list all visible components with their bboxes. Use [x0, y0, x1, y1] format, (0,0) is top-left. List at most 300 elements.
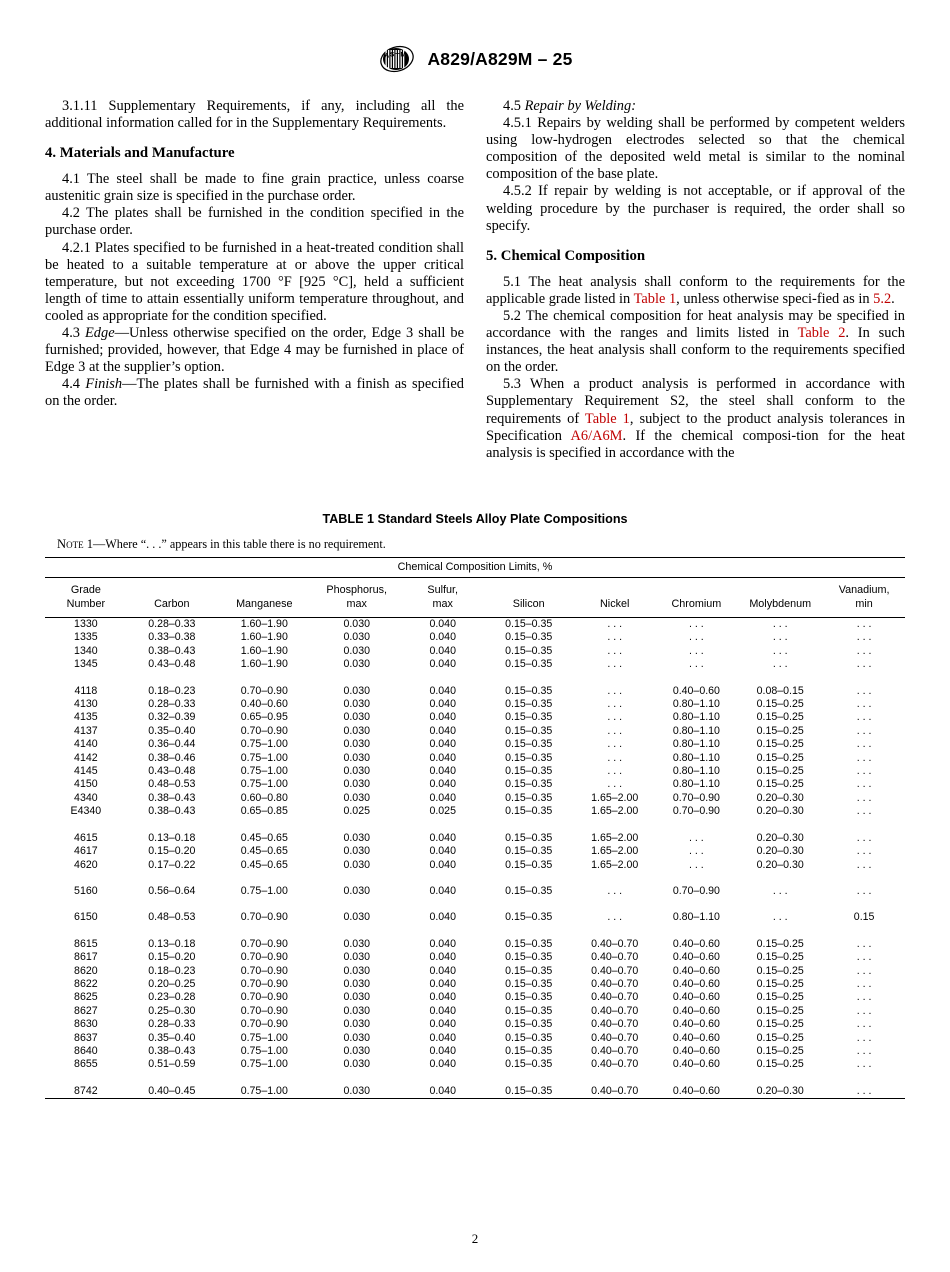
table-cell: . . . — [772, 618, 788, 630]
table-group-spacer — [45, 898, 905, 911]
table-cell: 0.15–0.25 — [756, 724, 804, 737]
table-cell: 0.15–0.35 — [505, 778, 553, 791]
table-cell-grade-number: 8615 — [74, 937, 98, 950]
table-cell: 0.040 — [429, 951, 456, 964]
table-cell: 0.33–0.38 — [148, 631, 196, 644]
table-cell: . . . — [772, 658, 788, 671]
table-cell: 0.70–0.90 — [240, 937, 288, 950]
table-cell: . . . — [856, 791, 872, 804]
table-cell: 0.75–1.00 — [240, 1058, 288, 1071]
table-cell: 0.15–0.35 — [505, 1084, 553, 1097]
table-cell: 0.80–1.10 — [672, 724, 720, 737]
paragraph-4-3-text: —Unless otherwise specified on the order, Edge 3 shall be furnished; provided, however, that Edge 4 may be furnished in place of Edge 3 at the supplier’s option. — [45, 325, 464, 376]
paragraph-4-4 — [45, 376, 464, 410]
table-row — [45, 978, 905, 991]
table-cell: 0.030 — [343, 951, 370, 964]
col-header-molybdenum: Molybdenum — [737, 578, 823, 618]
table-cell: 0.80–1.10 — [672, 911, 720, 924]
table-cell: 0.40–0.70 — [591, 964, 639, 977]
link-section-5-2-ref[interactable]: 5.2 — [873, 290, 892, 307]
table-cell: 0.040 — [429, 845, 456, 858]
table-cell: 0.70–0.90 — [672, 805, 720, 818]
table-cell: 0.030 — [343, 977, 370, 990]
table-cell: 0.030 — [343, 631, 370, 644]
col-header-grade-line2: Number — [66, 597, 106, 610]
table-cell: 0.15–0.35 — [505, 791, 553, 804]
table-cell: 0.40–0.70 — [591, 937, 639, 950]
table-cell: 0.15–0.35 — [505, 1044, 553, 1057]
table-cell: 0.80–1.10 — [672, 698, 720, 711]
table-cell: 1.65–2.00 — [591, 845, 639, 858]
svg-text:A: A — [384, 52, 390, 60]
table-cell: 0.15–0.35 — [505, 884, 553, 897]
table-cell: 0.80–1.10 — [672, 765, 720, 778]
table-cell: . . . — [772, 884, 788, 897]
table-1-span-header-row — [45, 557, 905, 577]
table-cell: 0.040 — [429, 1031, 456, 1044]
table-cell: . . . — [607, 738, 623, 751]
table-1-title: TABLE 1 Standard Steels Alloy Plate Compositions — [322, 511, 628, 526]
paragraph-4-3-number: 4.3 — [62, 325, 80, 342]
table-cell: 0.040 — [429, 724, 456, 737]
table-row — [45, 752, 905, 765]
table-cell: . . . — [856, 977, 872, 990]
table-row — [45, 991, 905, 1004]
table-cell: 0.15–0.25 — [756, 738, 804, 751]
body-columns — [0, 76, 950, 462]
table-cell: 0.70–0.90 — [240, 724, 288, 737]
table-cell: 0.030 — [343, 1004, 370, 1017]
table-cell: 0.80–1.10 — [672, 711, 720, 724]
table-row — [45, 885, 905, 898]
table-cell: 0.040 — [429, 911, 456, 924]
table-cell: 0.40–0.60 — [240, 698, 288, 711]
link-spec-a6-a6m-ref[interactable]: A6/A6M — [570, 427, 623, 444]
table-cell-grade-number: 8640 — [74, 1044, 98, 1057]
table-cell: 1.65–2.00 — [591, 805, 639, 818]
table-cell: 0.15–0.35 — [505, 845, 553, 858]
table-bottom-rule-cell — [45, 1099, 905, 1100]
table-cell: 0.15–0.35 — [505, 937, 553, 950]
table-cell: . . . — [856, 684, 872, 697]
table-cell: 0.040 — [429, 778, 456, 791]
table-cell-grade-number: 1335 — [74, 631, 98, 644]
table-cell-grade-number: 1345 — [74, 658, 98, 671]
table-cell: 0.030 — [343, 911, 370, 924]
table-cell: . . . — [772, 911, 788, 924]
table-1-note-text: —Where “. . .” appears in this table there is no requirement. — [93, 536, 386, 551]
paragraph-4-5-number: 4.5 — [503, 98, 521, 114]
table-cell: 0.38–0.43 — [148, 644, 196, 657]
table-cell: 0.38–0.46 — [148, 751, 196, 764]
table-cell: 0.030 — [343, 644, 370, 657]
table-cell: 0.17–0.22 — [148, 858, 196, 871]
table-cell: 0.40–0.45 — [148, 1084, 196, 1097]
table-cell-grade-number: 4340 — [74, 791, 98, 804]
table-row — [45, 1045, 905, 1058]
table-cell: 0.51–0.59 — [148, 1058, 196, 1071]
paragraph-5-3-text-part-1: 5.3 When a product analysis is performed in accordance with Supplementary Requirement S2, the steel shall conform to the requirements of — [486, 376, 905, 427]
table-row — [45, 1085, 905, 1099]
paragraph-5-1-text-part-2: , unless otherwise speci-fied as in — [676, 290, 874, 307]
table-cell: 0.75–1.00 — [240, 751, 288, 764]
table-cell: 0.15–0.25 — [756, 1018, 804, 1031]
table-cell: 0.08–0.15 — [756, 684, 804, 697]
table-group-spacer — [45, 672, 905, 685]
table-row — [45, 938, 905, 951]
table-cell: 0.040 — [429, 711, 456, 724]
table-cell: 0.030 — [343, 1018, 370, 1031]
table-1-note — [45, 537, 905, 552]
table-cell: 0.20–0.30 — [756, 858, 804, 871]
table-cell: 0.040 — [429, 1058, 456, 1071]
table-cell: 0.030 — [343, 845, 370, 858]
col-header-nickel: Nickel — [574, 578, 656, 618]
table-cell: 0.15–0.35 — [505, 644, 553, 657]
table-cell: 0.040 — [429, 658, 456, 671]
table-cell: 0.65–0.95 — [240, 711, 288, 724]
table-cell: 0.20–0.30 — [756, 845, 804, 858]
link-table-2-ref[interactable]: Table 2 — [797, 325, 846, 342]
table-cell: 0.20–0.30 — [756, 831, 804, 844]
col-header-manganese: Manganese — [217, 578, 312, 618]
document-header — [0, 0, 950, 76]
table-row — [45, 711, 905, 724]
col-header-vanadium: Vanadium, min — [823, 578, 905, 618]
table-cell-grade-number: 8630 — [74, 1018, 98, 1031]
table-cell: 0.23–0.28 — [148, 991, 196, 1004]
table-cell-grade-number: 8620 — [74, 964, 98, 977]
table-cell: 0.15–0.25 — [756, 765, 804, 778]
paragraph-4-2: 4.2 The plates shall be furnished in the condition specified in the purchase order. — [45, 205, 464, 239]
table-cell: . . . — [856, 698, 872, 711]
document-designation: A829/A829M – 25 — [427, 48, 573, 69]
table-cell-grade-number: 5160 — [74, 884, 98, 897]
table-cell: 0.15–0.35 — [505, 1031, 553, 1044]
table-group-spacer-cell — [45, 1072, 905, 1085]
table-cell: 0.20–0.30 — [756, 1084, 804, 1097]
table-cell: 0.15–0.25 — [756, 751, 804, 764]
table-cell: . . . — [689, 658, 704, 671]
table-cell: 0.65–0.85 — [240, 805, 288, 818]
table-cell: 0.75–1.00 — [240, 1044, 288, 1057]
table-cell: 0.15–0.35 — [505, 631, 553, 644]
table-group-spacer — [45, 872, 905, 885]
table-cell: 0.030 — [343, 937, 370, 950]
table-cell-grade-number: 4118 — [74, 684, 98, 697]
table-cell: . . . — [607, 618, 623, 630]
table-cell: 0.030 — [343, 1044, 370, 1057]
table-cell: 0.40–0.70 — [591, 1031, 639, 1044]
table-cell: 0.70–0.90 — [672, 884, 720, 897]
table-row — [45, 965, 905, 978]
table-cell: . . . — [856, 631, 872, 644]
table-cell: . . . — [856, 884, 872, 897]
table-cell-grade-number: 4150 — [74, 778, 98, 791]
table-cell: 0.80–1.10 — [672, 751, 720, 764]
table-cell: 0.38–0.43 — [148, 791, 196, 804]
table-cell: . . . — [607, 751, 623, 764]
table-cell: 0.040 — [429, 1044, 456, 1057]
table-cell: . . . — [689, 845, 704, 858]
table-cell: 0.030 — [343, 884, 370, 897]
col-header-chromium: Chromium — [656, 578, 738, 618]
table-cell: 0.13–0.18 — [148, 831, 196, 844]
table-row — [45, 951, 905, 964]
col-header-silicon: Silicon — [484, 578, 574, 618]
table-cell: 0.030 — [343, 618, 370, 630]
table-cell: 0.80–1.10 — [672, 738, 720, 751]
table-cell: 0.030 — [343, 831, 370, 844]
paragraph-4-4-number: 4.4 — [62, 376, 80, 393]
table-cell: 0.030 — [343, 1031, 370, 1044]
table-row — [45, 725, 905, 738]
table-group-spacer-cell — [45, 898, 905, 911]
link-table-1-ref-b[interactable]: Table 1 — [584, 410, 630, 427]
page-number: 2 — [471, 1231, 479, 1246]
paragraph-4-4-text: —The plates shall be furnished with a finish as specified on the order. — [45, 376, 464, 410]
table-cell: 0.75–1.00 — [240, 765, 288, 778]
table-cell: 0.40–0.60 — [672, 1044, 720, 1057]
table-cell: . . . — [856, 964, 872, 977]
table-cell: 0.36–0.44 — [148, 738, 196, 751]
table-group-spacer — [45, 1072, 905, 1085]
table-cell-grade-number: 4617 — [74, 845, 98, 858]
section-heading-4: 4. Materials and Manufacture — [45, 145, 235, 162]
table-cell: 0.040 — [429, 1018, 456, 1031]
table-group-spacer-cell — [45, 672, 905, 685]
paragraph-5-2-text-part-1: 5.2 The chemical composition for heat analysis may be specified in accordance with the ranges and limits listed in — [486, 307, 905, 342]
svg-text:M: M — [400, 51, 407, 59]
table-cell-grade-number: 1330 — [74, 618, 98, 630]
table-row — [45, 792, 905, 805]
table-group-spacer — [45, 925, 905, 938]
table-cell: 0.70–0.90 — [240, 977, 288, 990]
table-cell: 0.56–0.64 — [148, 884, 196, 897]
table-cell-grade-number: 4620 — [74, 858, 98, 871]
table-cell: 0.025 — [343, 805, 370, 818]
table-row — [45, 698, 905, 711]
table-cell: 0.40–0.60 — [672, 991, 720, 1004]
table-cell: 0.040 — [429, 738, 456, 751]
table-cell: 0.40–0.60 — [672, 977, 720, 990]
table-cell: 0.040 — [429, 765, 456, 778]
paragraph-5-1 — [486, 274, 905, 308]
table-cell: 0.025 — [429, 805, 456, 818]
astm-logo — [377, 44, 417, 74]
table-cell: 0.15–0.35 — [505, 698, 553, 711]
svg-text:T: T — [395, 52, 400, 60]
table-cell: 0.040 — [429, 991, 456, 1004]
table-1-compositions — [45, 557, 905, 1099]
table-cell: 0.15–0.35 — [505, 977, 553, 990]
table-cell: . . . — [856, 845, 872, 858]
table-cell: 0.15–0.20 — [148, 951, 196, 964]
table-cell: . . . — [607, 684, 623, 697]
table-cell: 0.40–0.60 — [672, 684, 720, 697]
table-row — [45, 631, 905, 644]
table-cell: 0.43–0.48 — [148, 765, 196, 778]
table-cell: . . . — [856, 644, 872, 657]
table-cell: 0.40–0.70 — [591, 1058, 639, 1071]
table-cell: 0.15–0.35 — [505, 911, 553, 924]
table-cell: 0.38–0.43 — [148, 805, 196, 818]
table-cell: 0.43–0.48 — [148, 658, 196, 671]
table-cell: 0.030 — [343, 711, 370, 724]
table-cell: . . . — [856, 1018, 872, 1031]
table-cell: 0.030 — [343, 658, 370, 671]
table-cell: 0.030 — [343, 858, 370, 871]
table-1-head — [45, 557, 905, 617]
table-cell: 0.15–0.35 — [505, 1004, 553, 1017]
table-cell: 0.040 — [429, 937, 456, 950]
col-header-carbon: Carbon — [127, 578, 217, 618]
col-header-grade-line1: Grade — [70, 584, 101, 597]
table-cell: . . . — [856, 1058, 872, 1071]
table-cell: . . . — [856, 711, 872, 724]
table-cell: . . . — [856, 618, 872, 630]
table-cell: 0.75–1.00 — [240, 884, 288, 897]
table-cell: 0.70–0.90 — [240, 911, 288, 924]
table-cell: . . . — [772, 631, 788, 644]
table-cell: 0.48–0.53 — [148, 778, 196, 791]
table-1-block — [0, 512, 950, 1099]
table-cell: 0.15–0.35 — [505, 724, 553, 737]
table-cell: . . . — [856, 724, 872, 737]
table-row — [45, 1018, 905, 1031]
table-cell: . . . — [856, 658, 872, 671]
table-cell: . . . — [607, 711, 623, 724]
table-cell: . . . — [856, 751, 872, 764]
table-cell: 0.35–0.40 — [148, 1031, 196, 1044]
paragraph-5-2 — [486, 308, 905, 376]
table-cell: 0.70–0.90 — [240, 684, 288, 697]
table-cell: 0.15–0.25 — [756, 1031, 804, 1044]
table-cell: 0.040 — [429, 751, 456, 764]
table-cell: . . . — [607, 765, 623, 778]
table-row — [45, 765, 905, 778]
table-cell: 0.15–0.25 — [756, 951, 804, 964]
table-cell: 0.040 — [429, 791, 456, 804]
table-cell: . . . — [607, 778, 623, 791]
table-cell: 1.60–1.90 — [240, 658, 288, 671]
table-cell-grade-number: 1340 — [74, 644, 98, 657]
table-cell-grade-number: E4340 — [70, 805, 102, 818]
table-cell: 0.15–0.25 — [756, 1058, 804, 1071]
table-cell: 0.030 — [343, 991, 370, 1004]
table-cell: 0.75–1.00 — [240, 778, 288, 791]
table-row — [45, 645, 905, 658]
table-row — [45, 1058, 905, 1071]
table-cell: 0.15–0.35 — [505, 964, 553, 977]
table-cell: 0.15–0.35 — [505, 991, 553, 1004]
table-cell: 0.40–0.70 — [591, 1018, 639, 1031]
table-cell: 0.15–0.25 — [756, 964, 804, 977]
table-cell-grade-number: 4615 — [74, 831, 98, 844]
table-cell-grade-number: 8625 — [74, 991, 98, 1004]
table-cell: 0.60–0.80 — [240, 791, 288, 804]
table-cell: 0.030 — [343, 791, 370, 804]
paragraph-4-5-1: 4.5.1 Repairs by welding shall be performed by competent welders using low-hydrogen electrodes selected so that the chemical composition of the deposited weld metal is similar to the nominal composition of the base plate. — [486, 115, 905, 183]
table-cell: 0.80–1.10 — [672, 778, 720, 791]
table-cell: 0.040 — [429, 964, 456, 977]
section-heading-5: 5. Chemical Composition — [486, 247, 646, 264]
table-cell: . . . — [856, 1004, 872, 1017]
table-cell: 0.40–0.70 — [591, 977, 639, 990]
table-cell: 0.030 — [343, 751, 370, 764]
table-cell: 0.70–0.90 — [240, 1018, 288, 1031]
table-cell-grade-number: 8622 — [74, 977, 98, 990]
table-cell-grade-number: 8637 — [74, 1031, 98, 1044]
table-cell: 0.38–0.43 — [148, 1044, 196, 1057]
link-table-1-ref-a[interactable]: Table 1 — [633, 290, 677, 307]
table-cell: 0.40–0.70 — [591, 1084, 639, 1097]
table-cell: 1.65–2.00 — [591, 791, 639, 804]
table-cell: 0.15–0.35 — [505, 738, 553, 751]
table-row — [45, 778, 905, 791]
table-cell: 0.40–0.60 — [672, 937, 720, 950]
table-cell: . . . — [607, 631, 623, 644]
paragraph-5-3 — [486, 376, 905, 461]
paragraph-4-2-1: 4.2.1 Plates specified to be furnished in a heat-treated condition shall be heated to a suitable temperature at or above the upper critical temperature, but not exceeding 1700 °F [925 °C], held a sufficient length of time to attain essentially uniform temperature throughout, and cooled as appropriate for the condition specified. — [45, 239, 464, 324]
table-cell: . . . — [607, 698, 623, 711]
table-cell: 0.15–0.35 — [505, 1018, 553, 1031]
table-1-note-label: Note 1 — [57, 536, 94, 551]
table-cell: . . . — [607, 884, 623, 897]
right-column — [486, 98, 905, 462]
table-cell: 0.030 — [343, 738, 370, 751]
table-row — [45, 832, 905, 845]
table-cell: 0.15–0.25 — [756, 977, 804, 990]
table-cell-grade-number: 4137 — [74, 724, 98, 737]
table-cell: 0.030 — [343, 724, 370, 737]
col-header-phosphorus: Phosphorus, max — [312, 578, 402, 618]
table-cell: . . . — [689, 831, 704, 844]
table-cell: 0.75–1.00 — [240, 738, 288, 751]
paragraph-5-3-text-part-2: , subject to the product analysis tolerances in Specification — [486, 410, 906, 444]
table-cell: 0.15–0.25 — [756, 1044, 804, 1057]
table-cell-grade-number: 8627 — [74, 1004, 98, 1017]
table-cell: . . . — [856, 1031, 872, 1044]
table-cell: 0.040 — [429, 631, 456, 644]
table-1-column-header-row — [45, 578, 905, 618]
table-cell: 0.040 — [429, 884, 456, 897]
table-row — [45, 1005, 905, 1018]
table-group-spacer-cell — [45, 872, 905, 885]
table-cell: 0.40–0.60 — [672, 1018, 720, 1031]
table-cell: 0.13–0.18 — [148, 937, 196, 950]
table-group-spacer — [45, 819, 905, 832]
table-cell: 0.030 — [343, 1084, 370, 1097]
paragraph-4-3 — [45, 325, 464, 376]
table-row — [45, 738, 905, 751]
table-cell: 0.15–0.35 — [505, 831, 553, 844]
left-column — [45, 98, 464, 462]
table-cell: . . . — [856, 937, 872, 950]
table-cell: 1.65–2.00 — [591, 858, 639, 871]
table-cell: . . . — [607, 644, 623, 657]
table-cell: 0.040 — [429, 1004, 456, 1017]
table-cell: . . . — [607, 724, 623, 737]
table-cell: 0.15–0.35 — [505, 618, 553, 630]
table-cell: . . . — [856, 991, 872, 1004]
table-cell: . . . — [856, 765, 872, 778]
table-cell: 0.15–0.35 — [505, 751, 553, 764]
table-cell: 0.40–0.70 — [591, 1044, 639, 1057]
table-cell: 1.60–1.90 — [240, 644, 288, 657]
table-row — [45, 685, 905, 698]
table-cell: 1.60–1.90 — [240, 618, 288, 630]
